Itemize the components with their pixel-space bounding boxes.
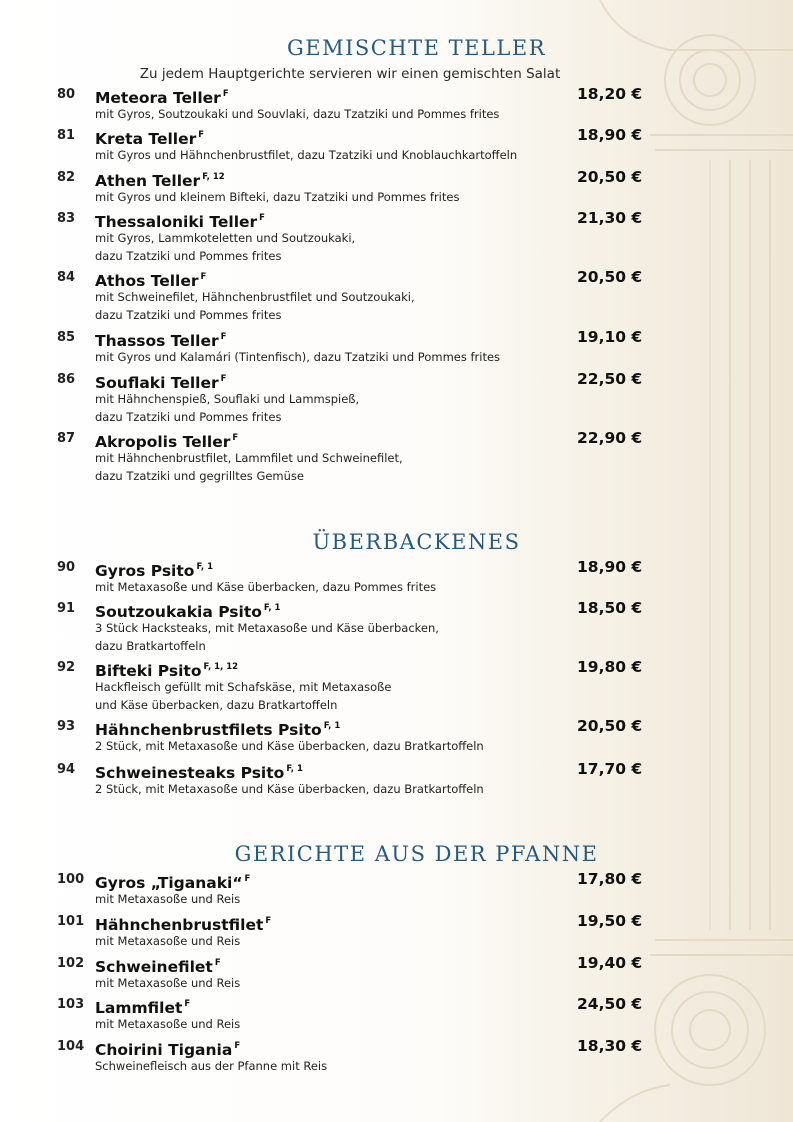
item-price: 18,50 € [577,599,643,617]
description-line: mit Schweinefilet, Hähnchenbrustfilet und Soutzoukaki, [95,290,415,304]
item-name: Athen Teller $^{F, 12}$ [95,172,225,190]
item-number: 91 [57,601,76,616]
item-name: Soutzoukakia Psito $^{F, 1}$ [95,603,281,621]
description-line: mit Metaxasoße und Reis [95,934,241,948]
description-line: dazu Tzatziki und Pommes frites [95,249,282,263]
description-line: mit Gyros, Soutzoukaki und Souvlaki, dazu Tzatziki und Pommes frites [95,107,500,121]
item-description [95,1057,327,1075]
item-number: 90 [57,560,76,575]
description-line: mit Gyros und kleinem Bifteki, dazu Tzatziki und Pommes frites [95,190,460,204]
section-title: ÜBERBACKENES [312,530,521,554]
description-line: Hackfleisch gefüllt mit Schafskäse, mit Metaxasoße [95,680,392,694]
item-number: 94 [57,762,76,777]
description-line: 2 Stück, mit Metaxasoße und Käse überbacken, dazu Bratkartoffeln [95,739,484,753]
description-line: dazu Tzatziki und Pommes frites [95,410,282,424]
item-description [95,348,500,366]
description-line: mit Metaxasoße und Reis [95,976,241,990]
menu-section [0,34,793,82]
item-name: Bifteki Psito $^{F, 1, 12}$ [95,662,239,680]
item-price: 19,80 € [577,658,643,676]
item-price: 19,40 € [577,954,643,972]
item-description [95,890,240,908]
item-number: 81 [57,128,76,143]
allergen-codes: F [220,332,227,342]
allergen-codes: F, 1 [196,562,213,572]
allergen-codes: F [232,433,239,443]
allergen-codes: F [222,89,229,99]
item-price: 18,20 € [577,85,643,103]
item-description [95,974,240,992]
section-subtitle: Zu jedem Hauptgerichte servieren wir einen gemischten Salat [139,66,561,82]
item-description [95,780,484,798]
allergen-codes: F, 1 [286,764,303,774]
allergen-codes: F, 1 [263,603,281,613]
description-line: mit Hähnchenbrustfilet, Lammfilet und Schweinefilet, [95,451,403,465]
item-number: 93 [57,719,76,734]
item-name: Kreta Teller $^F$ [95,130,205,148]
allergen-codes: F [234,1041,241,1051]
allergen-codes: F [184,999,191,1009]
item-description [95,578,436,596]
item-name: Thassos Teller $^F$ [95,332,227,350]
item-description [95,146,517,164]
item-name: Choirini Tigania $^F$ [95,1041,241,1059]
item-name: Hähnchenbrustfilet $^F$ [95,916,272,934]
item-description [95,188,459,206]
item-description [95,105,499,123]
item-price: 17,70 € [577,760,643,778]
item-price: 19,10 € [577,328,643,346]
description-line: mit Gyros, Lammkoteletten und Soutzoukaki, [95,231,356,245]
description-line: mit Hähnchenspieß, Souflaki und Lammspieß, [95,392,360,406]
item-number: 92 [57,660,76,675]
item-description [95,390,359,426]
item-name: Souflaki Teller $^F$ [95,374,227,392]
item-number: 82 [57,170,76,185]
item-name: Akropolis Teller $^F$ [95,433,239,451]
item-description [95,288,415,324]
allergen-codes: F [198,130,205,140]
item-name: Thessaloniki Teller $^F$ [95,213,265,231]
description-line: mit Metaxasoße und Reis [95,892,241,906]
item-name: Meteora Teller $^F$ [95,89,229,107]
item-price: 21,30 € [577,209,643,227]
allergen-codes: F [214,958,221,968]
item-description [95,932,240,950]
item-price: 18,90 € [577,558,643,576]
item-name: Athos Teller $^F$ [95,272,207,290]
item-price: 20,50 € [577,168,643,186]
allergen-codes: F [259,213,265,223]
description-line: mit Gyros und Kalamári (Tintenfisch), dazu Tzatziki und Pommes frites [95,350,501,364]
description-line: mit Metaxasoße und Reis [95,1017,241,1031]
item-name: Lammfilet $^F$ [95,999,191,1017]
description-line: dazu Tzatziki und Pommes frites [95,308,282,322]
section-title: GERICHTE AUS DER PFANNE [234,842,599,866]
description-line: mit Metaxasoße und Käse überbacken, dazu Pommes frites [95,580,437,594]
item-number: 103 [57,997,85,1012]
item-number: 84 [57,270,76,285]
description-line: dazu Bratkartoffeln [95,639,206,653]
item-number: 100 [57,872,85,887]
item-description [95,449,403,485]
allergen-codes: F [200,272,207,282]
item-number: 104 [57,1039,85,1054]
allergen-codes: F, 12 [202,172,225,182]
description-line: 3 Stück Hacksteaks, mit Metaxasoße und Käse überbacken, [95,621,439,635]
item-price: 18,90 € [577,126,643,144]
description-line: dazu Tzatziki und gegrilltes Gemüse [95,469,304,483]
item-price: 22,90 € [577,429,643,447]
description-line: 2 Stück, mit Metaxasoße und Käse überbacken, dazu Bratkartoffeln [95,782,484,796]
allergen-codes: F [244,874,251,884]
allergen-codes: F [265,916,272,926]
item-price: 19,50 € [577,912,643,930]
item-description [95,678,391,714]
item-price: 17,80 € [577,870,643,888]
item-name: Gyros Psito $^{F, 1}$ [95,562,213,580]
item-description [95,619,439,655]
item-number: 87 [57,431,76,446]
item-price: 24,50 € [577,995,643,1013]
item-number: 85 [57,330,76,345]
item-name: Hähnchenbrustfilets Psito $^{F, 1}$ [95,721,341,739]
item-price: 22,50 € [577,370,643,388]
description-line: Schweinefleisch aus der Pfanne mit Reis [95,1059,328,1073]
description-line: mit Gyros und Hähnchenbrustfilet, dazu Tzatziki und Knoblauchkartoffeln [95,148,518,162]
item-number: 101 [57,914,85,929]
item-number: 86 [57,372,76,387]
item-description [95,1015,240,1033]
item-price: 20,50 € [577,717,643,735]
menu-section [0,840,793,868]
item-description [95,229,355,265]
item-number: 83 [57,211,76,226]
menu-section [0,528,793,556]
allergen-codes: F, 1, 12 [203,662,239,672]
item-name: Gyros „Tiganaki“ $^F$ [95,874,251,892]
item-price: 20,50 € [577,268,643,286]
allergen-codes: F [220,374,227,384]
item-number: 80 [57,87,76,102]
description-line: und Käse überbacken, dazu Bratkartoffeln [95,698,338,712]
item-name: Schweinefilet $^F$ [95,958,221,976]
item-description [95,737,484,755]
section-title: GEMISCHTE TELLER [286,36,547,60]
allergen-codes: F, 1 [323,721,341,731]
item-price: 18,30 € [577,1037,643,1055]
item-number: 102 [57,956,85,971]
item-name: Schweinesteaks Psito $^{F, 1}$ [95,764,303,782]
